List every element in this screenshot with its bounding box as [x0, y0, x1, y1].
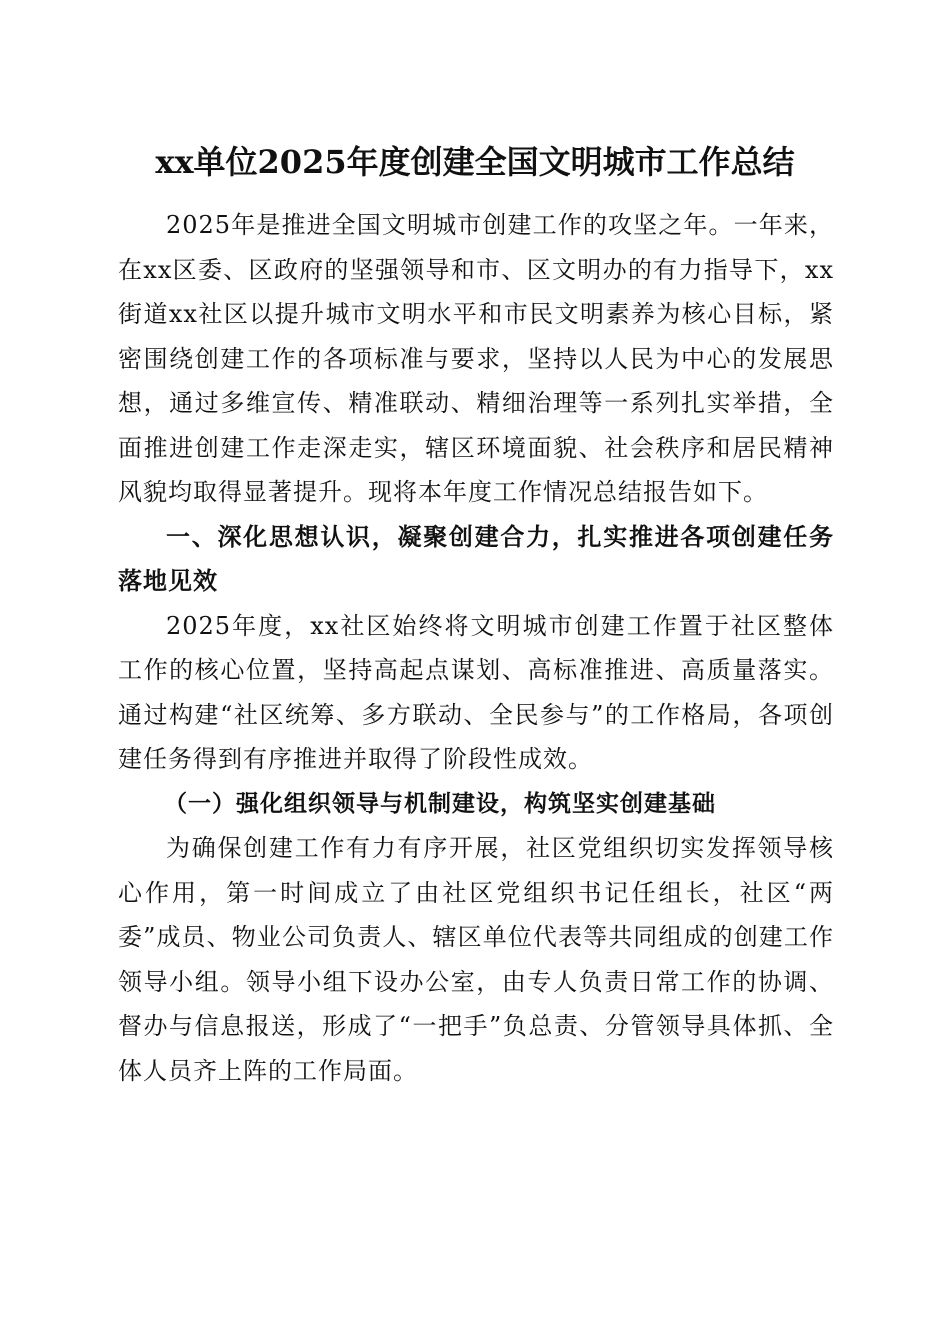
- section-heading-1: 一、深化思想认识，凝聚创建合力，扎实推进各项创建任务落地见效: [118, 522, 834, 595]
- subsection-1-paragraph: 为确保创建工作有力有序开展，社区党组织切实发挥领导核心作用，第一时间成立了由社区党组织书记任组长，社区“两委”成员、物业公司负责人、辖区单位代表等共同组成的创建工作领导小组。领导小组下设办公室，由专人负责日常工作的协调、督办与信息报送，形成了“一把手”负总责、分管领导具体抓、全体人员齐上阵的工作局面。: [118, 834, 834, 1085]
- document-title: xx单位2025年度创建全国文明城市工作总结: [155, 143, 795, 181]
- document-body: [118, 203, 834, 1093]
- section-1-paragraph: 2025年度，xx社区始终将文明城市创建工作置于社区整体工作的核心位置，坚持高起点谋划、高标准推进、高质量落实。通过构建“社区统筹、多方联动、全民参与”的工作格局，各项创建任务得到有序推进并取得了阶段性成效。: [118, 611, 834, 773]
- subsection-heading-1: （一）强化组织领导与机制建设，构筑坚实创建基础: [164, 789, 716, 817]
- intro-paragraph: 2025年是推进全国文明城市创建工作的攻坚之年。一年来，在xx区委、区政府的坚强领导和市、区文明办的有力指导下，xx街道xx社区以提升城市文明水平和市民文明素养为核心目标，紧密围绕创建工作的各项标准与要求，坚持以人民为中心的发展思想，通过多维宣传、精准联动、精细治理等一系列扎实举措，全面推进创建工作走深走实，辖区环境面貌、社会秩序和居民精神风貌均取得显著提升。现将本年度工作情况总结报告如下。: [118, 211, 834, 506]
